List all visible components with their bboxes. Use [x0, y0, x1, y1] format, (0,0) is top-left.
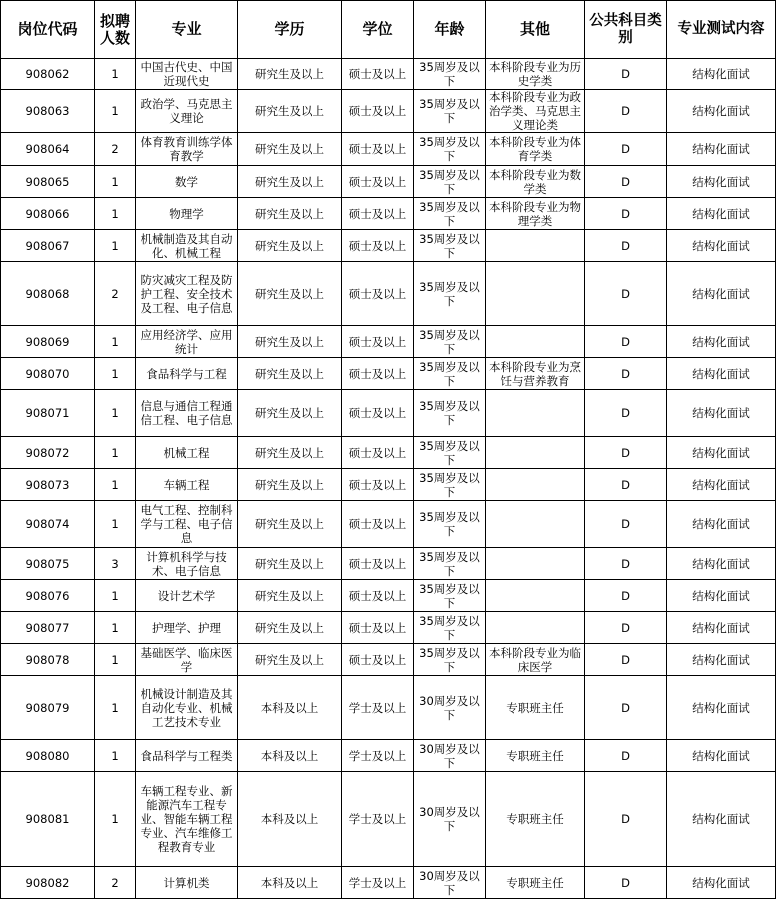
cell-education: 研究生及以上	[238, 59, 342, 90]
table-row	[1, 580, 776, 612]
cell-test-content: 结构化面试	[667, 548, 776, 580]
cell-position-code: 908063	[1, 90, 95, 133]
cell-degree: 硕士及以上	[342, 358, 414, 390]
cell-position-code: 908078	[1, 644, 95, 676]
header-test-content: 专业测试内容	[667, 1, 776, 59]
header-age: 年龄	[414, 1, 486, 59]
cell-test-content: 结构化面试	[667, 390, 776, 437]
cell-headcount: 1	[95, 59, 136, 90]
cell-age: 35周岁及以下	[414, 612, 486, 644]
cell-position-code: 908077	[1, 612, 95, 644]
cell-age: 35周岁及以下	[414, 133, 486, 166]
cell-education: 研究生及以上	[238, 580, 342, 612]
cell-other	[486, 262, 585, 326]
cell-test-content: 结构化面试	[667, 740, 776, 772]
cell-test-content: 结构化面试	[667, 644, 776, 676]
cell-position-code: 908065	[1, 166, 95, 198]
header-public-subject: 公共科目类别	[585, 1, 667, 59]
cell-other: 本科阶段专业为物理学类	[486, 198, 585, 230]
cell-headcount: 1	[95, 644, 136, 676]
cell-education: 研究生及以上	[238, 390, 342, 437]
cell-education: 研究生及以上	[238, 90, 342, 133]
cell-headcount: 1	[95, 166, 136, 198]
cell-public-subject: D	[585, 390, 667, 437]
cell-other	[486, 437, 585, 469]
cell-position-code: 908075	[1, 548, 95, 580]
cell-other: 本科阶段专业为烹饪与营养教育	[486, 358, 585, 390]
cell-public-subject: D	[585, 580, 667, 612]
cell-headcount: 1	[95, 676, 136, 740]
cell-age: 35周岁及以下	[414, 230, 486, 262]
cell-test-content: 结构化面试	[667, 133, 776, 166]
table-row	[1, 166, 776, 198]
cell-education: 本科及以上	[238, 772, 342, 867]
cell-education: 研究生及以上	[238, 469, 342, 501]
cell-major: 护理学、护理	[136, 612, 238, 644]
cell-major: 体育教育训练学体育教学	[136, 133, 238, 166]
cell-position-code: 908066	[1, 198, 95, 230]
cell-degree: 硕士及以上	[342, 469, 414, 501]
table-row	[1, 644, 776, 676]
cell-public-subject: D	[585, 612, 667, 644]
cell-education: 本科及以上	[238, 740, 342, 772]
cell-public-subject: D	[585, 548, 667, 580]
cell-degree: 硕士及以上	[342, 437, 414, 469]
cell-headcount: 1	[95, 230, 136, 262]
table-row	[1, 390, 776, 437]
cell-public-subject: D	[585, 358, 667, 390]
cell-age: 35周岁及以下	[414, 501, 486, 548]
cell-other: 专职班主任	[486, 676, 585, 740]
cell-headcount: 3	[95, 548, 136, 580]
header-headcount: 拟聘人数	[95, 1, 136, 59]
cell-public-subject: D	[585, 469, 667, 501]
cell-other: 本科阶段专业为体育学类	[486, 133, 585, 166]
cell-age: 35周岁及以下	[414, 262, 486, 326]
cell-test-content: 结构化面试	[667, 198, 776, 230]
table-row	[1, 90, 776, 133]
cell-headcount: 2	[95, 262, 136, 326]
cell-position-code: 908067	[1, 230, 95, 262]
cell-age: 35周岁及以下	[414, 390, 486, 437]
cell-position-code: 908062	[1, 59, 95, 90]
cell-degree: 硕士及以上	[342, 580, 414, 612]
cell-public-subject: D	[585, 166, 667, 198]
cell-public-subject: D	[585, 326, 667, 358]
cell-degree: 硕士及以上	[342, 612, 414, 644]
cell-headcount: 1	[95, 358, 136, 390]
cell-age: 35周岁及以下	[414, 548, 486, 580]
cell-age: 30周岁及以下	[414, 676, 486, 740]
cell-degree: 学士及以上	[342, 740, 414, 772]
cell-education: 研究生及以上	[238, 198, 342, 230]
cell-major: 应用经济学、应用统计	[136, 326, 238, 358]
cell-major: 设计艺术学	[136, 580, 238, 612]
cell-education: 本科及以上	[238, 676, 342, 740]
cell-public-subject: D	[585, 90, 667, 133]
cell-other: 专职班主任	[486, 867, 585, 899]
cell-position-code: 908064	[1, 133, 95, 166]
cell-education: 研究生及以上	[238, 166, 342, 198]
cell-headcount: 1	[95, 612, 136, 644]
cell-age: 35周岁及以下	[414, 358, 486, 390]
cell-age: 30周岁及以下	[414, 740, 486, 772]
cell-position-code: 908076	[1, 580, 95, 612]
cell-position-code: 908072	[1, 437, 95, 469]
cell-test-content: 结构化面试	[667, 772, 776, 867]
cell-position-code: 908080	[1, 740, 95, 772]
cell-education: 研究生及以上	[238, 612, 342, 644]
cell-public-subject: D	[585, 198, 667, 230]
cell-education: 本科及以上	[238, 867, 342, 899]
cell-test-content: 结构化面试	[667, 612, 776, 644]
cell-major: 计算机科学与技术、电子信息	[136, 548, 238, 580]
table-row	[1, 326, 776, 358]
cell-education: 研究生及以上	[238, 548, 342, 580]
cell-position-code: 908081	[1, 772, 95, 867]
cell-test-content: 结构化面试	[667, 358, 776, 390]
cell-other	[486, 326, 585, 358]
cell-other: 本科阶段专业为数学类	[486, 166, 585, 198]
cell-headcount: 2	[95, 133, 136, 166]
cell-major: 物理学	[136, 198, 238, 230]
cell-test-content: 结构化面试	[667, 59, 776, 90]
cell-headcount: 1	[95, 326, 136, 358]
cell-major: 车辆工程专业、新能源汽车工程专业、智能车辆工程专业、汽车维修工程教育专业	[136, 772, 238, 867]
table-row	[1, 358, 776, 390]
cell-age: 35周岁及以下	[414, 580, 486, 612]
table-row	[1, 198, 776, 230]
cell-education: 研究生及以上	[238, 358, 342, 390]
cell-public-subject: D	[585, 437, 667, 469]
cell-headcount: 1	[95, 469, 136, 501]
cell-public-subject: D	[585, 262, 667, 326]
cell-major: 机械工程	[136, 437, 238, 469]
cell-headcount: 1	[95, 580, 136, 612]
cell-test-content: 结构化面试	[667, 437, 776, 469]
cell-other	[486, 469, 585, 501]
cell-test-content: 结构化面试	[667, 580, 776, 612]
cell-position-code: 908070	[1, 358, 95, 390]
cell-other	[486, 501, 585, 548]
cell-degree: 硕士及以上	[342, 548, 414, 580]
cell-degree: 学士及以上	[342, 676, 414, 740]
cell-major: 电气工程、控制科学与工程、电子信息	[136, 501, 238, 548]
cell-major: 机械制造及其自动化、机械工程	[136, 230, 238, 262]
cell-major: 机械设计制造及其自动化专业、机械工艺技术专业	[136, 676, 238, 740]
cell-major: 计算机类	[136, 867, 238, 899]
cell-major: 食品科学与工程类	[136, 740, 238, 772]
cell-other: 专职班主任	[486, 772, 585, 867]
cell-other: 专职班主任	[486, 740, 585, 772]
cell-degree: 硕士及以上	[342, 198, 414, 230]
cell-education: 研究生及以上	[238, 262, 342, 326]
cell-test-content: 结构化面试	[667, 469, 776, 501]
cell-position-code: 908069	[1, 326, 95, 358]
cell-education: 研究生及以上	[238, 230, 342, 262]
table-row	[1, 612, 776, 644]
cell-headcount: 1	[95, 90, 136, 133]
cell-degree: 硕士及以上	[342, 133, 414, 166]
cell-degree: 硕士及以上	[342, 501, 414, 548]
cell-major: 中国古代史、中国近现代史	[136, 59, 238, 90]
cell-test-content: 结构化面试	[667, 326, 776, 358]
cell-headcount: 1	[95, 772, 136, 867]
cell-public-subject: D	[585, 133, 667, 166]
cell-test-content: 结构化面试	[667, 262, 776, 326]
table-row	[1, 230, 776, 262]
table-body	[1, 59, 776, 899]
cell-degree: 学士及以上	[342, 772, 414, 867]
cell-position-code: 908082	[1, 867, 95, 899]
cell-age: 35周岁及以下	[414, 59, 486, 90]
cell-education: 研究生及以上	[238, 501, 342, 548]
cell-age: 30周岁及以下	[414, 867, 486, 899]
table-row	[1, 133, 776, 166]
cell-major: 车辆工程	[136, 469, 238, 501]
cell-other: 本科阶段专业为临床医学	[486, 644, 585, 676]
table-row	[1, 740, 776, 772]
header-education: 学历	[238, 1, 342, 59]
cell-public-subject: D	[585, 740, 667, 772]
cell-degree: 硕士及以上	[342, 166, 414, 198]
cell-age: 35周岁及以下	[414, 644, 486, 676]
cell-major: 食品科学与工程	[136, 358, 238, 390]
cell-other	[486, 230, 585, 262]
cell-other	[486, 612, 585, 644]
cell-other: 本科阶段专业为历史学类	[486, 59, 585, 90]
cell-public-subject: D	[585, 867, 667, 899]
header-other: 其他	[486, 1, 585, 59]
cell-headcount: 1	[95, 501, 136, 548]
cell-public-subject: D	[585, 644, 667, 676]
cell-degree: 硕士及以上	[342, 390, 414, 437]
cell-public-subject: D	[585, 59, 667, 90]
cell-degree: 硕士及以上	[342, 326, 414, 358]
cell-position-code: 908079	[1, 676, 95, 740]
cell-major: 基础医学、临床医学	[136, 644, 238, 676]
cell-other	[486, 580, 585, 612]
cell-age: 30周岁及以下	[414, 772, 486, 867]
table-row	[1, 867, 776, 899]
cell-education: 研究生及以上	[238, 437, 342, 469]
cell-headcount: 1	[95, 198, 136, 230]
cell-other: 本科阶段专业为政治学类、马克思主义理论类	[486, 90, 585, 133]
cell-public-subject: D	[585, 772, 667, 867]
cell-major: 防灾减灾工程及防护工程、安全技术及工程、电子信息	[136, 262, 238, 326]
cell-age: 35周岁及以下	[414, 469, 486, 501]
table-row	[1, 676, 776, 740]
table-row	[1, 469, 776, 501]
cell-degree: 学士及以上	[342, 867, 414, 899]
table-row	[1, 501, 776, 548]
cell-degree: 硕士及以上	[342, 262, 414, 326]
cell-headcount: 1	[95, 390, 136, 437]
cell-degree: 硕士及以上	[342, 230, 414, 262]
table-row	[1, 772, 776, 867]
cell-education: 研究生及以上	[238, 644, 342, 676]
header-position-code: 岗位代码	[1, 1, 95, 59]
cell-major: 数学	[136, 166, 238, 198]
cell-headcount: 1	[95, 437, 136, 469]
table-row	[1, 59, 776, 90]
cell-major: 政治学、马克思主义理论	[136, 90, 238, 133]
cell-public-subject: D	[585, 230, 667, 262]
header-major: 专业	[136, 1, 238, 59]
table-row	[1, 262, 776, 326]
cell-test-content: 结构化面试	[667, 867, 776, 899]
cell-degree: 硕士及以上	[342, 644, 414, 676]
cell-age: 35周岁及以下	[414, 437, 486, 469]
cell-position-code: 908068	[1, 262, 95, 326]
cell-education: 研究生及以上	[238, 133, 342, 166]
cell-degree: 硕士及以上	[342, 59, 414, 90]
cell-age: 35周岁及以下	[414, 326, 486, 358]
cell-other	[486, 390, 585, 437]
cell-degree: 硕士及以上	[342, 90, 414, 133]
cell-age: 35周岁及以下	[414, 166, 486, 198]
cell-test-content: 结构化面试	[667, 230, 776, 262]
cell-other	[486, 548, 585, 580]
cell-test-content: 结构化面试	[667, 90, 776, 133]
cell-test-content: 结构化面试	[667, 501, 776, 548]
cell-headcount: 2	[95, 867, 136, 899]
cell-position-code: 908073	[1, 469, 95, 501]
cell-position-code: 908071	[1, 390, 95, 437]
cell-age: 35周岁及以下	[414, 198, 486, 230]
cell-test-content: 结构化面试	[667, 166, 776, 198]
cell-position-code: 908074	[1, 501, 95, 548]
cell-education: 研究生及以上	[238, 326, 342, 358]
cell-public-subject: D	[585, 676, 667, 740]
cell-test-content: 结构化面试	[667, 676, 776, 740]
cell-headcount: 1	[95, 740, 136, 772]
table-row	[1, 437, 776, 469]
table-row	[1, 548, 776, 580]
header-row	[1, 1, 776, 59]
cell-public-subject: D	[585, 501, 667, 548]
cell-major: 信息与通信工程通信工程、电子信息	[136, 390, 238, 437]
header-degree: 学位	[342, 1, 414, 59]
cell-age: 35周岁及以下	[414, 90, 486, 133]
